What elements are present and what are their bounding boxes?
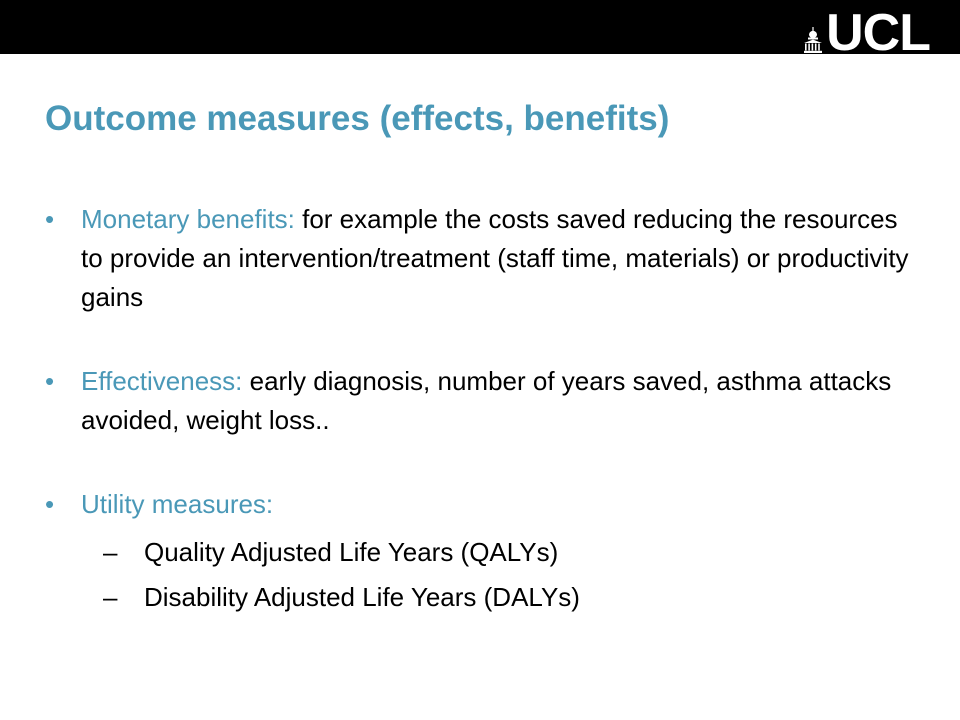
sub-bullet-list [81,530,925,620]
sub-bullet-marker: – [103,582,118,612]
bullet-lead: Utility measures: [81,489,274,519]
sub-bullet-marker: – [103,537,118,567]
bullet-monetary-benefits [45,200,925,317]
bullet-text: early diagnosis, number of years saved, asthma attacks avoided, weight loss.. [81,366,892,435]
bullet-effectiveness [45,362,925,440]
header-bar [0,0,960,54]
bullet-marker: • [45,489,55,519]
sub-bullet-text: Disability Adjusted Life Years (DALYs) [144,582,580,612]
ucl-logo [804,12,930,54]
portico-icon [804,27,822,53]
sub-bullet-qalys [103,530,925,575]
logo-wordmark: UCL [826,12,930,54]
bullet-utility-measures [45,485,925,620]
bullet-lead: Monetary benefits: [81,204,295,234]
sub-bullet-dalys [103,575,925,620]
bullet-marker: • [45,366,55,396]
bullet-marker: • [45,204,55,234]
sub-bullet-text: Quality Adjusted Life Years (QALYs) [144,537,559,567]
bullet-text: for example the costs saved reducing the resources to provide an intervention/treatment (staff time, materials) or productivity gains [81,204,909,312]
slide-title: Outcome measures (effects, benefits) [45,99,670,138]
bullet-list [45,200,925,665]
bullet-lead: Effectiveness: [81,366,243,396]
